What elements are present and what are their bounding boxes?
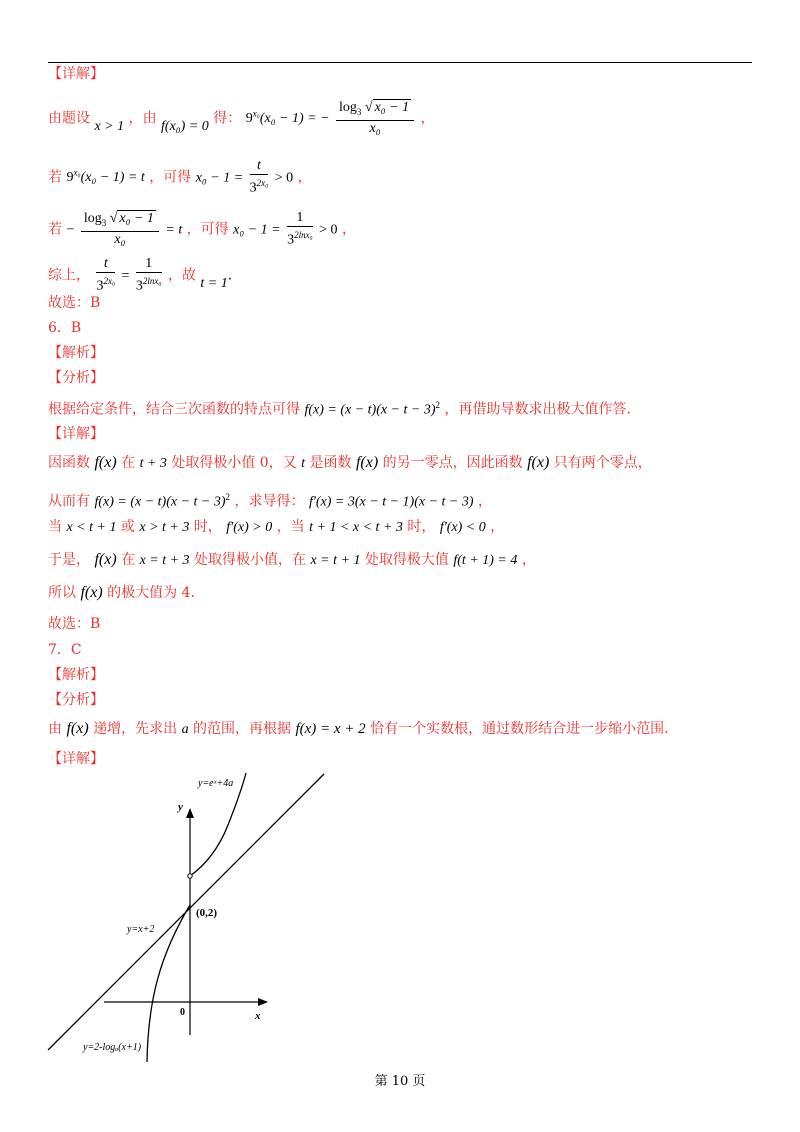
label-log: y=2-logₐ(x+1) — [83, 1042, 142, 1053]
q6-line-2: 从而有 $f(x) = (x - t)(x - t - 3)^2$ ，求导得： f′(x) = 3(x − t − 1)(x − t − 3) ， — [48, 492, 492, 510]
x-axis-arrow — [258, 998, 268, 1006]
label-point: (0,2) — [196, 907, 218, 919]
origin-label: 0 — [180, 1007, 185, 1018]
y-axis-arrow — [186, 808, 194, 818]
q7-heading: 【详解】 — [48, 751, 104, 767]
q6-line-1: 因函数 f(x) 在 t + 3 处取得极小值 0，又 t 是函数 f(x) 的另一零点，因此函数 f(x) 只有两个零点， — [48, 454, 652, 471]
q5-choice: 故选：B — [48, 295, 101, 311]
q6-line-4: 于是， f(x) 在 x = t + 3 处取得极小值，在 x = t + 1 处取得极大值 f(t + 1) = 4 ， — [48, 551, 536, 568]
q6-choice: 故选：B — [48, 616, 101, 632]
q7-fenxi: 【分析】 — [48, 692, 104, 708]
q5-line-2: 若 $9^{x_0}(x_0 - 1) = t$ ，可得 x₀ − 1 = $\frac{t}{3^{2x_0}}$ > 0 ， — [48, 158, 312, 196]
q6-line-5: 所以 f(x) 的极大值为 4. — [48, 584, 195, 601]
q6-number: 6．B — [48, 320, 82, 336]
axis-y-label: y — [178, 801, 183, 813]
q7-number: 7．C — [48, 642, 82, 658]
q6-jiexi: 【解析】 — [48, 345, 104, 361]
q7-analysis: 由 f(x) 递增，先求出 a 的范围，再根据 f(x) = x + 2 恰有一个实数根，通过数形结合进一步缩小范围. — [48, 720, 669, 737]
q5-heading: 【详解】 — [48, 66, 104, 82]
q5-line-1: 由题设 x > 1 ，由 f(x₀) = 0 得： $9^{x_0}(x_0 - 1)$ = − $\frac{\log_3 √ x_0 - 1}{\text{x₀}}$ ， — [48, 100, 435, 136]
page-number: 第 10 页 — [374, 1074, 426, 1089]
q5-line-3: 若 − $\frac{\log_3 √ x_0 - 1}{\text{x₀}}$ = t ，可得 x₀ − 1 = $\frac{1}{3^{2lnx_0}}$ > 0 ， — [48, 210, 356, 248]
q5-line-4: 综上， $\frac{t}{3^{2x_0}}$ = $\frac{1}{3^{2lnx_0}}$ ，故 t = 1. — [48, 256, 233, 294]
label-line: y=x+2 — [127, 924, 155, 935]
q6-line-3: 当 x < t + 1 或 x > t + 3 时， f′(x) > 0 ，当 t + 1 < x < t + 3 时， f′(x) < 0 ， — [48, 519, 505, 535]
q6-fenxi: 【分析】 — [48, 370, 104, 386]
open-point — [188, 874, 192, 878]
label-exp: y=eˣ+4a — [198, 778, 234, 789]
q6-analysis: 根据给定条件，结合三次函数的特点可得 $f(x) = (x - t)(x - t - 3)^2$ ，再借助导数求出极大值作答. — [48, 400, 631, 418]
q6-heading: 【详解】 — [48, 426, 104, 442]
q7-jiexi: 【解析】 — [48, 667, 104, 683]
axis-x-label: x — [255, 1010, 261, 1022]
